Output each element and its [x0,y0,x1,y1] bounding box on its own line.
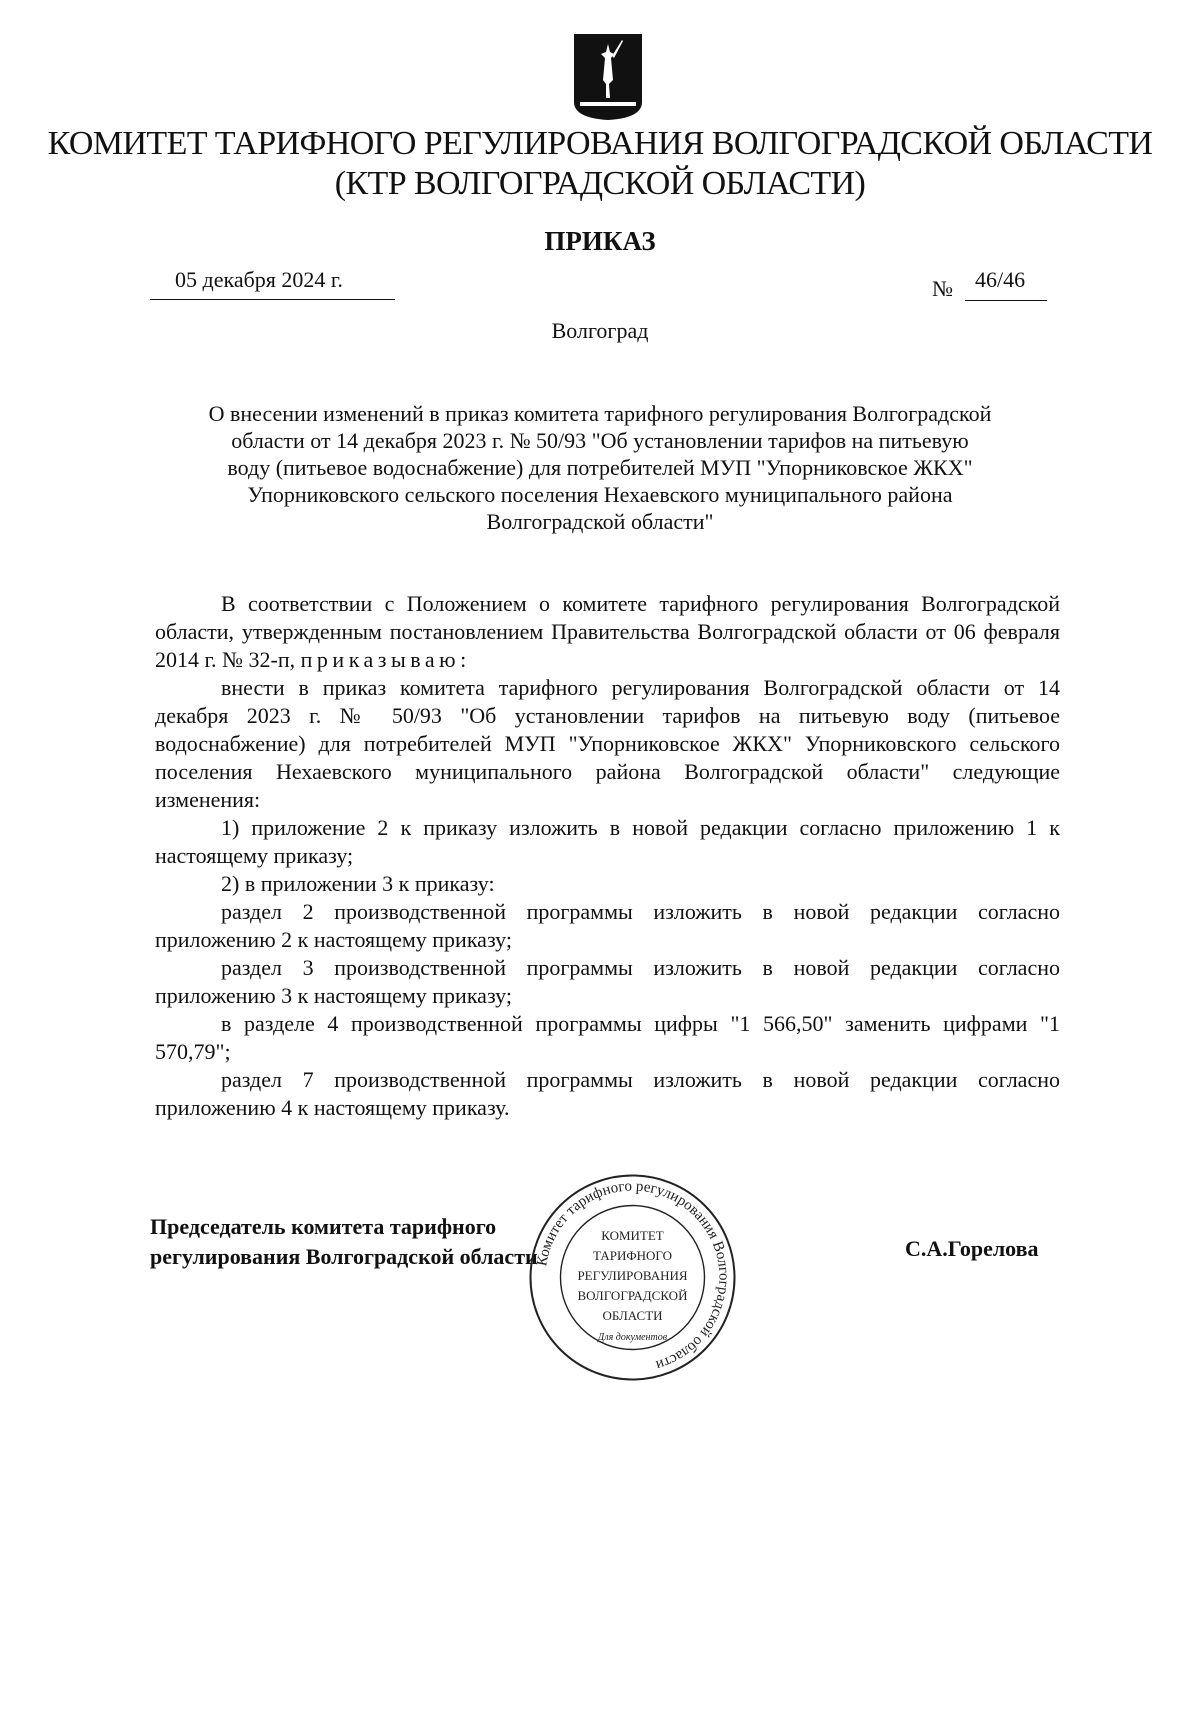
coat-of-arms-icon [572,32,644,122]
stamp-ring-text: Комитет тарифного регулирования Волгоградской области [534,1178,732,1374]
stamp-bottom-text: Для документов [597,1332,668,1343]
body-paragraph: 1) приложение 2 к приказу изложить в новой редакции согласно приложению 1 к настоящему приказу; [155,815,1060,868]
body-paragraph [155,590,1060,674]
stamp-line: ТАРИФНОГО [593,1248,672,1263]
subject-line: Волгоградской области" [486,509,714,534]
document-number: 46/46 [975,267,1026,292]
position-line: Председатель комитета тарифного [150,1214,497,1239]
subject-line: воду (питьевое водоснабжение) для потребителей МУП "Упорниковское ЖКХ" [227,455,973,480]
signatory-name: С.А.Горелова [905,1236,1039,1261]
position-line: регулирования Волгоградской области [150,1244,538,1269]
city: Волгоград [551,318,649,343]
body-paragraph: в разделе 4 производственной программы цифры "1 566,50" заменить цифрами "1 570,79"; [155,1011,1060,1064]
body-paragraph: раздел 2 производственной программы изложить в новой редакции согласно приложению 2 к настоящему приказу; [155,899,1060,952]
preamble-text: В соответствии с Положением о комитете тарифного регулирования Волгоградской области, утвержденным постановлением Правительства Волгоградской области от 06 февраля 2014 г. № 32-п, [155,591,1060,672]
stamp-line: КОМИТЕТ [601,1228,664,1243]
body-paragraph: внести в приказ комитета тарифного регулирования Волгоградской области от 14 декабря 2023 г. № 50/93 "Об установлении тарифов на питьевую воду (питьевое водоснабжение) для потребителей МУП "Упорниковское ЖКХ" Упорниковского сельского поселения Нехаевского муниципального района Волгоградской области" следующие изменения: [155,675,1060,812]
official-stamp [525,1170,740,1385]
body-paragraph: 2) в приложении 3 к приказу: [221,871,495,896]
body-paragraph: раздел 7 производственной программы изложить в новой редакции согласно приложению 4 к настоящему приказу. [155,1067,1060,1120]
document-type: ПРИКАЗ [544,226,656,256]
stamp-line: ОБЛАСТИ [602,1308,663,1323]
document-date: 05 декабря 2024 г. [175,267,343,292]
body-paragraph: раздел 3 производственной программы изложить в новой редакции согласно приложению 3 к настоящему приказу; [155,955,1060,1008]
document-subject [170,400,1030,535]
subject-line: О внесении изменений в приказ комитета тарифного регулирования Волгоградской [208,401,992,426]
document-body [155,590,1060,1122]
subject-line: Упорниковского сельского поселения Нехаевского муниципального района [247,482,953,507]
stamp-line: РЕГУЛИРОВАНИЯ [577,1268,688,1283]
stamp-line: ВОЛГОГРАДСКОЙ [577,1288,688,1303]
date-field [150,265,395,300]
number-field [965,266,1047,301]
number-sign: № [932,276,953,301]
org-name-line2: (КТР ВОЛГОГРАДСКОЙ ОБЛАСТИ) [334,165,866,202]
signatory-position [150,1212,538,1272]
subject-line: области от 14 декабря 2023 г. № 50/93 "Об установлении тарифов на питьевую [231,428,969,453]
order-word: приказываю: [300,647,471,672]
org-name-line1: КОМИТЕТ ТАРИФНОГО РЕГУЛИРОВАНИЯ ВОЛГОГРАДСКОЙ ОБЛАСТИ [47,125,1153,162]
